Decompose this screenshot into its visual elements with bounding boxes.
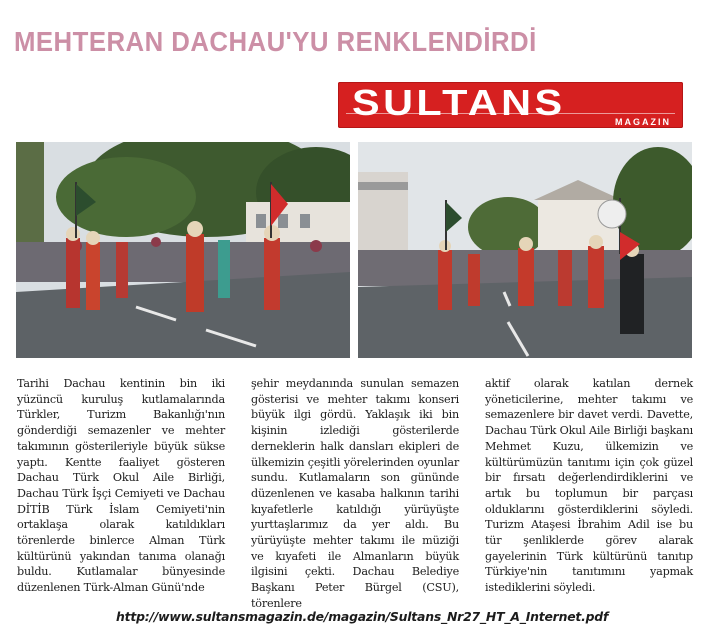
- headline: MEHTERAN DACHAU'YU RENKLENDİRDİ: [14, 26, 537, 57]
- article-body: [17, 376, 693, 610]
- article-column-3: [485, 376, 693, 596]
- article-column-text: Tarihi Dachau kentinin bin iki yüzüncü kuruluş kutlamalarında Türkler, Turizm Bakanlığı'nın gönderdiği semazenler ve mehter takımının gösterileriyle büyük sükse yaptı. Kentte faaliyet gösteren Dachau Türk Okul Aile Birliği, Dachau Türk İşçi Cemiyeti ve Dachau DİTİB Türk İslam Cemiyeti'nin ortaklaşa olarak katıldıkları törenlerde binlerce Alman Türk kültürünü yakından tanıma olanağı buldu. Kutlamalar bünyesinde düzenlenen Türk-Alman Günü'nde: [17, 377, 225, 595]
- article-column-text: şehir meydanında sunulan semazen gösterisi ve mehter takımı konseri büyük ilgi gördü. Yaklaşık iki bin kişinin izlediği gösterilerde derneklerin halk dansları ekipleri de ülkemizin çeşitli yörelerinden oyunlar sundu. Kutlamaların son gününde düzenlenen ve kasaba halkının tarihi kıyafetlerle katıldığı yürüyüşte yurttaşlarımız da yer aldı. Bu yürüyüşte mehter takımı ile müziği ve kıyafeti ile Almanların büyük ilgisini çekti. Dachau Belediye Başkanı Peter Bürgel (CSU), törenlere: [251, 377, 459, 610]
- sultans-magazin-logo: [338, 82, 683, 128]
- parade-photo-left: [16, 142, 350, 358]
- article-column-2: [251, 376, 459, 610]
- article-column-text: aktif olarak katılan dernek yöneticilerine, mehter takımı ve semazenlere bir davet verdi. Davette, Dachau Türk Okul Aile Birliği başkanı Mehmet Kuzu, ülkemizin ve kültürümüzün tanıtımı için çok güzel bir fırsatı değerlendirdiklerini ve artık bu toplumun bir parçası olduklarını gösterdiklerini söyledi. Turizm Ataşesi İbrahim Adil ise bu tür şenliklerde görev alarak gayelerinin Türk kültürünü tanıtıp Türkiye'nin tanıtımını yapmak istediklerini söyledi.: [485, 377, 693, 595]
- parade-photo-right: [358, 142, 692, 358]
- logo-subtitle: MAGAZIN: [615, 117, 671, 127]
- article-column-1: [17, 376, 225, 596]
- logo-name: SULTANS: [352, 82, 566, 123]
- source-url[interactable]: http://www.sultansmagazin.de/magazin/Sultans_Nr27_HT_A_Internet.pdf: [116, 609, 609, 624]
